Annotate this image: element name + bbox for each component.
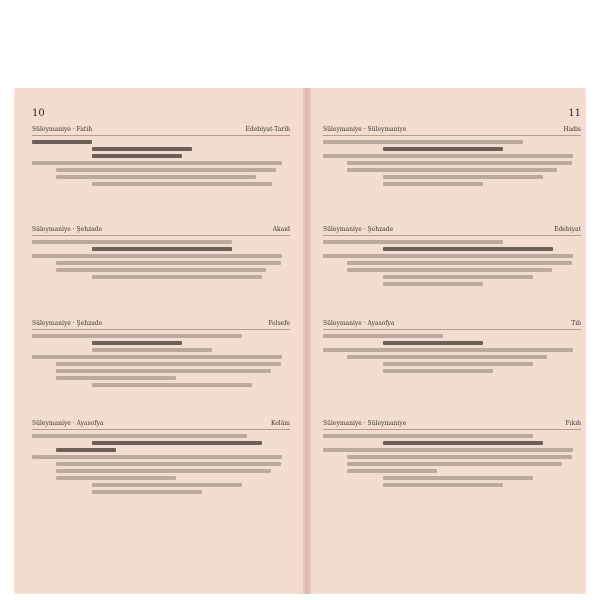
book-spread [14,88,586,594]
catalog-entry [323,320,581,376]
entry-category: Hadis [563,126,581,133]
right-page [323,102,581,582]
catalog-entry [32,226,290,282]
entry-category: Kelâm [270,420,290,427]
entry-header: Süleymaniye · Şehzade [32,320,103,327]
catalog-entry [32,126,290,189]
entry-header: Süleymaniye · Süleymaniye [323,420,407,427]
entry-header: Süleymaniye · Ayasofya [32,420,104,427]
page-number: 11 [568,108,581,119]
entry-header: Süleymaniye · Süleymaniye [323,126,407,133]
page-number: 10 [32,108,45,119]
entry-header: Süleymaniye · Şehzade [32,226,103,233]
entry-header: Süleymaniye · Şehzade [323,226,394,233]
catalog-entry [323,226,581,289]
entry-category: Fıkıh [565,420,581,427]
entry-category: Akaid [272,226,290,233]
book-gutter [303,88,311,594]
entry-header: Süleymaniye · Fatih [32,126,93,133]
entry-category: Edebiyat [554,226,581,233]
left-page [32,102,290,582]
catalog-entry [323,126,581,189]
catalog-entry [323,420,581,490]
entry-category: Edebiyat-Tarih [245,126,290,133]
entry-header: Süleymaniye · Ayasofya [323,320,395,327]
entry-category: Felsefe [268,320,290,327]
catalog-entry [32,320,290,390]
entry-category: Tıb [571,320,581,327]
catalog-entry [32,420,290,497]
